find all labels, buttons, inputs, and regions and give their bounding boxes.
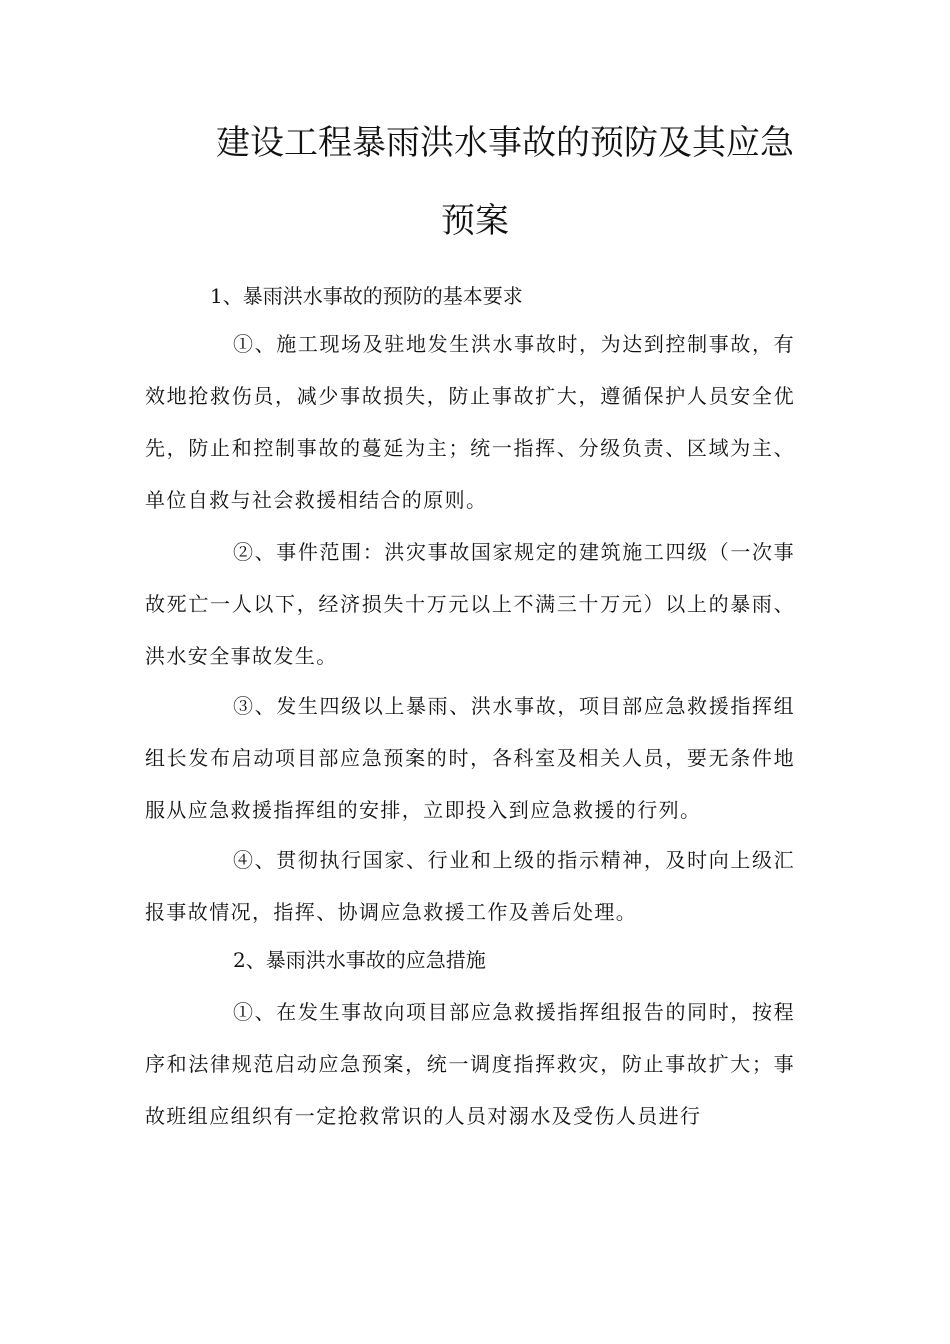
section-2-paragraph-1: ①、在发生事故向项目部应急救援指挥组报告的同时，按程序和法律规范启动应急预案，统一调度指挥救灾，防止事故扩大；事故班组应组织有一定抢救常识的人员对溺水及受伤人员进行 [145, 1000, 795, 1128]
section-1-heading: 1、暴雨洪水事故的预防的基本要求 [210, 284, 523, 308]
document-title-line-2: 预案 [441, 201, 509, 241]
document-title-line-1: 建设工程暴雨洪水事故的预防及其应急 [216, 123, 794, 163]
section-1-paragraph-4: ④、贯彻执行国家、行业和上级的指示精神，及时向上级汇报事故情况，指挥、协调应急救援工作及善后处理。 [145, 848, 795, 924]
section-1-paragraph-3: ③、发生四级以上暴雨、洪水事故，项目部应急救援指挥组组长发布启动项目部应急预案的时，各科室及相关人员，要无条件地服从应急救援指挥组的安排，立即投入到应急救援的行列。 [145, 694, 795, 822]
section-2-heading: 2、暴雨洪水事故的应急措施 [233, 948, 486, 972]
section-1-paragraph-2: ②、事件范围：洪灾事故国家规定的建筑施工四级（一次事故死亡一人以下，经济损失十万元以上不满三十万元）以上的暴雨、洪水安全事故发生。 [145, 540, 795, 668]
section-1-paragraph-1: ①、施工现场及驻地发生洪水事故时，为达到控制事故，有效地抢救伤员，减少事故损失，防止事故扩大，遵循保护人员安全优先，防止和控制事故的蔓延为主；统一指挥、分级负责、区域为主、单位自救与社会救援相结合的原则。 [145, 332, 795, 512]
